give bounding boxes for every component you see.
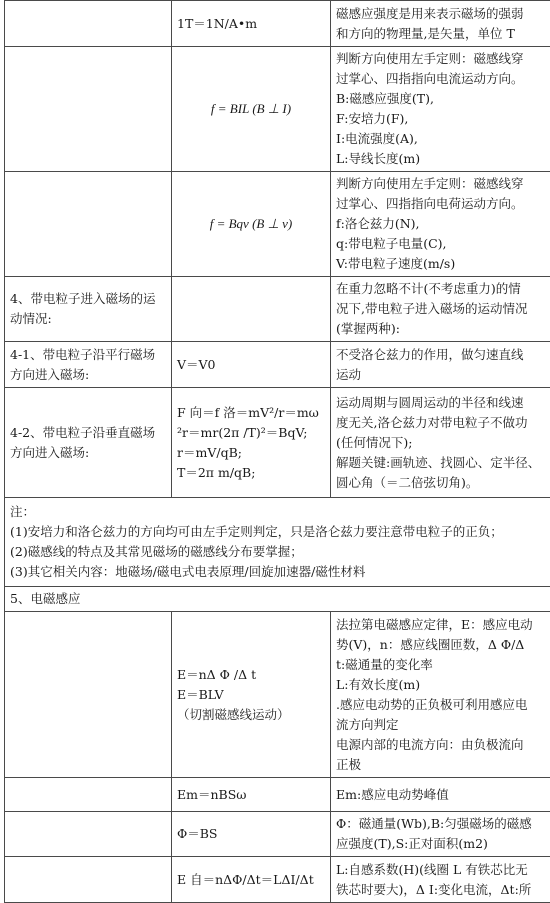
- description-line: (掌握两种):: [336, 319, 546, 339]
- formula-cell: f = Bqv (B ⊥ v): [172, 172, 331, 277]
- description-line: q:带电粒子电量(C),: [336, 234, 546, 254]
- description-line: F:安培力(F),: [336, 109, 546, 129]
- table-row: [5, 498, 550, 587]
- description-cell: [331, 172, 550, 277]
- description-line: L:导线长度(m): [336, 149, 546, 169]
- formula-cell: Em＝nBSω: [172, 778, 331, 812]
- description-line: 不受洛仑兹力的作用，做匀速直线: [336, 345, 546, 365]
- note-line: (1)安培力和洛仑兹力的方向均可由左手定则判定，只是洛仑兹力要注意带电粒子的正负；: [10, 522, 546, 542]
- section-heading: 5、电磁感应: [5, 587, 550, 612]
- table-row: [5, 47, 550, 172]
- row-label-line: 4-2、带电粒子沿垂直磁场: [10, 423, 166, 443]
- table-row: [5, 778, 550, 812]
- description-line: 况下,带电粒子进入磁场的运动情况: [336, 299, 546, 319]
- description-cell: [331, 812, 550, 857]
- notes-cell: [5, 498, 550, 587]
- row-label-line: 方向进入磁场:: [10, 365, 166, 385]
- formula-cell: [172, 388, 331, 498]
- formula-cell: f = BIL (B ⊥ I): [172, 47, 331, 172]
- formula-table: [4, 0, 550, 903]
- row-label-cell: [5, 342, 172, 388]
- note-line: (3)其它相关内容：地磁场/磁电式电表原理/回旋加速器/磁性材料: [10, 562, 546, 582]
- row-label-cell: [5, 47, 172, 172]
- row-label-cell: [5, 612, 172, 778]
- description-line: L:自感系数(H)(线圈 L 有铁芯比无: [336, 860, 546, 880]
- formula-cell: V＝V0: [172, 342, 331, 388]
- row-label-line: 动情况:: [10, 309, 166, 329]
- formula-cell: 1T＝1N/A•m: [172, 1, 331, 47]
- formula-cell: Φ＝BS: [172, 812, 331, 857]
- description-cell: [331, 47, 550, 172]
- row-label-line: 4-1、带电粒子沿平行磁场: [10, 345, 166, 365]
- description-line: 运动周期与圆周运动的半径和线速: [336, 393, 546, 413]
- description-line: 过掌心、四指指向电流运动方向。: [336, 69, 546, 89]
- description-line: t:磁通量的变化率: [336, 655, 546, 675]
- table-row: [5, 388, 550, 498]
- row-label-cell: [5, 388, 172, 498]
- formula-cell: [172, 612, 331, 778]
- formula-cell: [172, 277, 331, 342]
- table-row: [5, 342, 550, 388]
- table-row: [5, 277, 550, 342]
- formula-line: E＝nΔ Φ /Δ t: [177, 665, 325, 685]
- description-cell: [331, 1, 550, 47]
- row-label-cell: [5, 812, 172, 857]
- description-cell: [331, 342, 550, 388]
- description-cell: [331, 857, 550, 903]
- description-line: 度无关,洛仑兹力对带电粒子不做功: [336, 413, 546, 433]
- description-line: .感应电动势的正负极可利用感应电: [336, 695, 546, 715]
- note-line: 注：: [10, 502, 546, 522]
- formula-line: F 向＝f 洛＝mV²/r＝mω: [177, 403, 325, 423]
- table-row: [5, 1, 550, 47]
- formula-line: r＝mV/qB;: [177, 443, 325, 463]
- description-cell: Em:感应电动势峰值: [331, 778, 550, 812]
- description-line: 判断方向使用左手定则：磁感线穿: [336, 49, 546, 69]
- formula-line: ²r＝mr(2π /T)²＝BqV;: [177, 423, 325, 443]
- description-cell: [331, 388, 550, 498]
- description-cell: [331, 277, 550, 342]
- physics-formula-table-page: [4, 0, 546, 890]
- description-line: 势(V)，n：感应线圈匝数，Δ Φ/Δ: [336, 635, 546, 655]
- table-row: [5, 587, 550, 612]
- note-line: (2)磁感线的特点及其常见磁场的磁感线分布要掌握；: [10, 542, 546, 562]
- description-line: V:带电粒子速度(m/s): [336, 254, 546, 274]
- description-line: 正极: [336, 755, 546, 775]
- description-line: Φ：磁通量(Wb),B:匀强磁场的磁感: [336, 814, 546, 834]
- description-line: 应强度(T),S:正对面积(m2): [336, 834, 546, 854]
- description-line: 和方向的物理量,是矢量，单位 T: [336, 24, 546, 44]
- description-line: 运动: [336, 365, 546, 385]
- description-line: 判断方向使用左手定则：磁感线穿: [336, 174, 546, 194]
- table-row: [5, 612, 550, 778]
- description-line: 电源内部的电流方向：由负极流向: [336, 735, 546, 755]
- description-line: 磁感应强度是用来表示磁场的强弱: [336, 4, 546, 24]
- description-cell: [331, 612, 550, 778]
- formula-line: E＝BLV: [177, 685, 325, 705]
- description-line: f:洛仑兹力(N),: [336, 214, 546, 234]
- description-line: 圆心角（＝二倍弦切角)。: [336, 473, 546, 493]
- row-label-cell: [5, 277, 172, 342]
- description-line: 法拉第电磁感应定律，E：感应电动: [336, 615, 546, 635]
- description-line: 铁芯时要大)，Δ I:变化电流，Δt:所: [336, 880, 546, 900]
- row-label-cell: [5, 857, 172, 903]
- table-row: [5, 857, 550, 903]
- description-line: L:有效长度(m): [336, 675, 546, 695]
- description-line: B:磁感应强度(T),: [336, 89, 546, 109]
- table-row: [5, 812, 550, 857]
- description-line: 解题关键:画轨迹、找圆心、定半径、: [336, 453, 546, 473]
- formula-line: T＝2π m/qB;: [177, 463, 325, 483]
- formula-line: （切割磁感线运动）: [177, 705, 325, 725]
- description-line: (任何情况下);: [336, 433, 546, 453]
- formula-cell: E 自＝nΔΦ/Δt＝LΔI/Δt: [172, 857, 331, 903]
- description-line: 在重力忽略不计(不考虑重力)的情: [336, 279, 546, 299]
- row-label-cell: [5, 1, 172, 47]
- table-row: [5, 172, 550, 277]
- description-line: 流方向判定: [336, 715, 546, 735]
- row-label-cell: [5, 778, 172, 812]
- description-line: 过掌心、四指指向电荷运动方向。: [336, 194, 546, 214]
- row-label-line: 方向进入磁场:: [10, 443, 166, 463]
- description-line: I:电流强度(A),: [336, 129, 546, 149]
- row-label-cell: [5, 172, 172, 277]
- row-label-line: 4、带电粒子进入磁场的运: [10, 289, 166, 309]
